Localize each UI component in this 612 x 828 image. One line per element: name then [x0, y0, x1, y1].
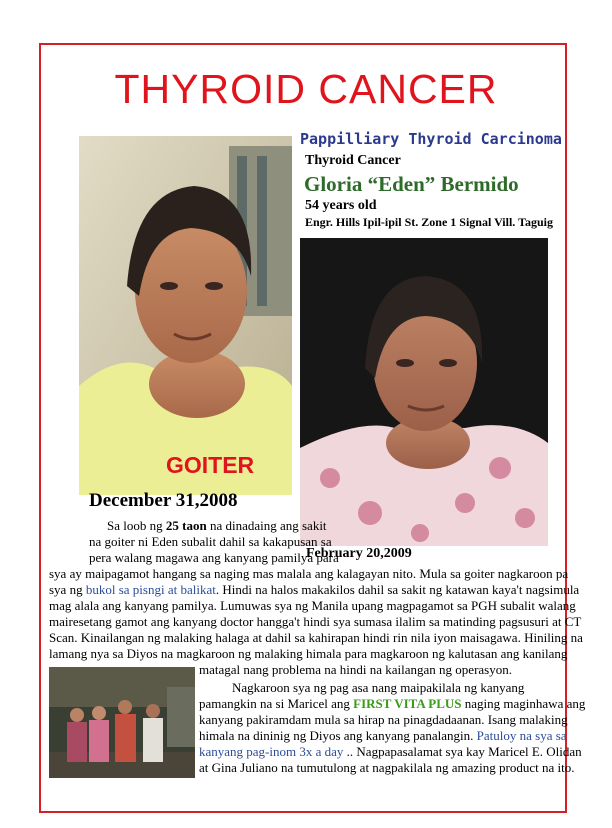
story-text: himala na dininig ng Diyos ang kanyang panalangin. — [199, 728, 477, 743]
story-line: pera walang magawa ang kanyang pamilya para — [89, 550, 339, 565]
after-date: February 20,2009 — [306, 546, 412, 561]
story-text: .. Nagpapasalamat sya kay Maricel E. Olidan — [343, 744, 582, 759]
before-photo — [79, 136, 292, 495]
story-line — [199, 744, 582, 760]
story-text: . Hindi na halos makakilos dahil sa sakit ng katawan kaya't nagsimula — [215, 582, 580, 597]
story-line — [107, 518, 327, 534]
page-title: THYROID CANCER — [114, 66, 498, 112]
story-line — [199, 696, 585, 712]
product-name: FIRST VITA PLUS — [353, 696, 462, 711]
story-line: na goiter ni Eden subalit dahil sa kakapusan sa — [89, 534, 332, 549]
story-line: matagal nang problema na hindi na kailangan ng operasyon. — [199, 662, 512, 677]
story-text: sya ng — [49, 582, 86, 597]
story-line: mag alala ang kanyang pamilya. Lumuwas sya ng Manila upang magpagamot sa PGH subalit walang — [49, 598, 576, 613]
after-photo — [300, 238, 548, 546]
story-text: Sa loob ng — [107, 518, 166, 533]
group-photo — [49, 667, 195, 778]
story-line — [199, 728, 567, 744]
story-highlight: kanyang pag-inom 3x a day — [199, 744, 344, 759]
story-line: mairesetang gamot ang kanyang doctor hangga't hindi sya sumasa ilalim sa matinding pagsusuri at CT — [49, 614, 582, 629]
story-highlight: Patuloy na sya sa — [476, 728, 567, 743]
condition-label: Thyroid Cancer — [305, 153, 401, 168]
patient-name: Gloria “Eden” Bermido — [304, 172, 519, 196]
story-line: Nagkaroon sya ng pag asa nang maipakilala ng kanyang — [232, 680, 525, 695]
goiter-label: GOITER — [166, 452, 255, 478]
story-line: kanyang pakiramdam mula sa hirap na pinagdadaanan. Isang malaking — [199, 712, 568, 727]
story-text: pamangkin na si Maricel ang — [199, 696, 354, 711]
story-line: lamang nya sa Diyos na magkaroon ng malaking himala para magkaroon ng kalutasan ang kanilang — [49, 646, 568, 661]
patient-age: 54 years old — [305, 198, 377, 213]
story-line: at Gina Juliano na tumutulong at nagpakilala ng amazing product na ito. — [199, 760, 575, 775]
patient-address: Engr. Hills Ipil-ipil St. Zone 1 Signal Vill. Taguig — [305, 215, 553, 229]
story-line: Scan. Kinailangan ng malaking halaga at dahil sa kahirapan hindi rin nila iyon maisagawa. Hiniling na — [49, 630, 583, 645]
story-text: na dinadaing ang sakit — [206, 518, 327, 533]
story-line — [49, 582, 579, 598]
story-years: 25 taon — [165, 518, 207, 533]
condition-subtitle: Pappilliary Thyroid Carcinoma — [300, 130, 562, 148]
story-highlight: bukol sa pisngi at balikat — [85, 582, 216, 597]
story-text: naging maginhawa ang — [461, 696, 586, 711]
before-date: December 31,2008 — [89, 490, 238, 511]
story-line: sya ay maipagamot hangang sa naging mas malala ang kalagayan nito. Mula sa goiter nagkaroon pa — [49, 566, 569, 581]
